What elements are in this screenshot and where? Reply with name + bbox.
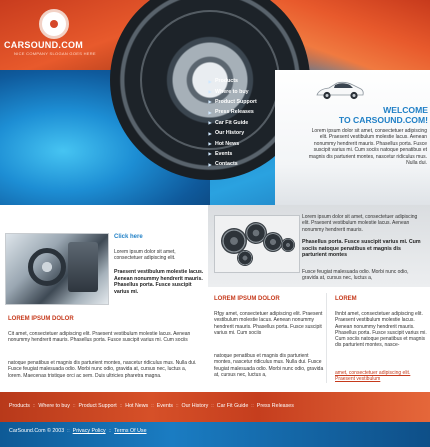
nav-item-where-to-buy[interactable] <box>205 86 275 96</box>
steering-wheel-decoration <box>28 248 66 286</box>
left-section-paragraph-2: natoque penatibus et magnis dis parturient montes, nascetur ridiculus mus. Nulla dui. Fusce feugiat malesuada odio. Morbi nunc odio, gravida at, cursus nec, luctus a, lorem. Maecenas tristique orci ac sem. Duis ultricies pharetra magna. <box>8 360 197 379</box>
double-colon-icon: :: <box>175 403 179 408</box>
feature-intro: Lorem ipsum dolor sit amet, consectetuer adipiscing elit. <box>114 249 176 262</box>
nav-item-label: Our History <box>215 130 245 137</box>
nav-item-label: Hot News <box>215 140 240 147</box>
welcome-title-line1: WELCOME <box>383 105 428 115</box>
double-colon-icon: :: <box>251 403 254 408</box>
logo-icon[interactable] <box>39 9 69 39</box>
triangle-right-icon: ▶ <box>208 161 212 167</box>
nav-item-our-history[interactable] <box>205 128 275 138</box>
right-column <box>208 205 430 390</box>
footer-link-car-fit-guide[interactable]: Car Fit Guide <box>216 403 249 409</box>
nav-item-label: Car Fit Guide <box>215 119 249 126</box>
terms-of-use-link[interactable]: Terms Of Use <box>114 428 147 434</box>
col3-link[interactable]: amet, consectetuer adipiscing elit. Praesent vestibulum <box>335 370 411 383</box>
nav-item-hot-news[interactable] <box>205 138 275 148</box>
triangle-right-icon: ▶ <box>208 78 212 84</box>
product-text-2: Fusce feugiat malesuada odio. Morbi nunc odio, gravida at, cursus nec, luctus a, <box>302 269 409 282</box>
logo-text[interactable]: CARSOUND.COM <box>4 40 84 50</box>
double-colon-icon: :: <box>119 403 123 408</box>
double-colon-icon: :: <box>211 403 214 408</box>
dashboard-image[interactable] <box>5 233 109 305</box>
left-section-heading: LOREM IPSUM DOLOR <box>8 316 74 322</box>
double-colon-icon: :: <box>151 403 154 408</box>
left-section-paragraph: Cit amet, consectetuer adipiscing elit. Praesent vestibulum molestie lacus. Aenean nonummy hendrerit mauris. Phasellus porta. Fusce suscipit varius mi. Cum sociis <box>8 331 191 344</box>
privacy-policy-link[interactable]: Privacy Policy <box>72 428 106 434</box>
footer-link-our-history[interactable]: Our History <box>181 403 209 409</box>
col2-text-2: natoque penatibus et magnis dis parturient montes, nascetur ridiculus mus. Nulla dui. Fusce feugiat malesuada odio. Morbi nunc odio, gravida at, cursus nec, luctus a, <box>214 353 324 378</box>
nav-item-label: Products <box>215 78 238 85</box>
col2-text: Rfgy amet, consectetuer adipiscing elit. Praesent vestibulum molestie lacus. Aenean nonummy hendrerit mauris. Phasellus porta. Fusce suscipit varius mi. Cum sociis <box>214 311 323 336</box>
double-colon-icon: :: <box>72 403 76 408</box>
triangle-right-icon: ▶ <box>208 109 212 115</box>
product-text: Lorem ipsum dolor sit amet, consectetuer adipiscing elit. Praesent vestibulum molestie lacus. Aenean nonummy hendrerit mauris. <box>302 214 418 233</box>
header <box>0 0 430 205</box>
triangle-right-icon: ▶ <box>208 130 212 136</box>
double-colon-icon: :: <box>32 403 36 408</box>
footer-bottom <box>0 422 430 447</box>
nav-item-products[interactable] <box>205 76 275 86</box>
nav-item-car-fit-guide[interactable] <box>205 118 275 128</box>
nav-item-press-releases[interactable] <box>205 107 275 117</box>
footer-link-events[interactable]: Events <box>156 403 173 409</box>
double-colon-icon: :: <box>108 428 112 433</box>
double-colon-icon: :: <box>67 428 70 433</box>
copyright-row <box>9 428 147 434</box>
nav-item-events[interactable] <box>205 149 275 159</box>
triangle-right-icon: ▶ <box>208 151 212 157</box>
footer-links <box>9 403 294 409</box>
speakers-image[interactable] <box>214 215 300 273</box>
speaker-icon <box>281 238 295 252</box>
footer-link-hot-news[interactable]: Hot News <box>125 403 149 409</box>
col2-heading: LOREM IPSUM DOLOR <box>214 296 280 302</box>
car-image <box>315 80 365 102</box>
nav-item-label: Press Releases <box>215 109 254 116</box>
speaker-icon <box>263 232 283 252</box>
welcome-title <box>313 106 428 125</box>
product-bold-text: Phasellus porta. Fusce suscipit varius mi. Cum sociis natoque penatibus et magnis dis parturient montes <box>302 239 421 259</box>
nav-item-label: Events <box>215 150 233 157</box>
nav-item-product-support[interactable] <box>205 97 275 107</box>
console-decoration <box>68 242 98 292</box>
triangle-right-icon: ▶ <box>208 99 212 105</box>
nav-item-contacts[interactable] <box>205 159 275 169</box>
feature-bold-text: Praesent vestibulum molestie lacus. Aenean nonummy hendrerit mauris. Phasellus porta. Fusce suscipit varius mi. <box>114 269 204 295</box>
nav-item-label: Contacts <box>215 161 238 168</box>
footer-link-product-support[interactable]: Product Support <box>78 403 117 409</box>
welcome-text: Lorem ipsum dolor sit amet, consectetuer adipiscing elit. Praesent vestibulum molestie lacus. Aenean nonummy hendrerit mauris. Phasellus porta. Fusce suscipit varius mi. Cum sociis natoque penatibus et magnis dis parturient montes, nascetur ridiculus mus. Nulla dui. <box>308 128 427 167</box>
copyright-text: CarSound.Com © 2003 <box>9 428 65 434</box>
triangle-right-icon: ▶ <box>208 120 212 126</box>
product-panel <box>208 205 430 287</box>
welcome-title-line2: TO CARSOUND.COM! <box>338 114 428 125</box>
column-divider <box>326 293 327 383</box>
footer-link-where-to-buy[interactable]: Where to buy <box>38 403 70 409</box>
nav-item-label: Where to buy <box>215 88 249 95</box>
speaker-icon <box>237 250 253 266</box>
click-here-link[interactable]: Click here <box>114 234 143 240</box>
triangle-right-icon: ▶ <box>208 89 212 95</box>
nav-item-label: Product Support <box>215 98 257 105</box>
footer-link-press-releases[interactable]: Press Releases <box>256 403 294 409</box>
footer-nav <box>0 392 430 422</box>
footer-link-products[interactable]: Products <box>9 403 30 409</box>
left-column <box>0 205 208 390</box>
main-nav <box>205 76 275 170</box>
col3-text: Ihnbt amet, consectetuer adipiscing elit. Praesent vestibulum molestie lacus. Aenean nonummy hendrerit mauris. Phasellus porta. Fusce suscipit varius mi. Cum sociis natoque penatibus et magnis dis parturient montes, nasce- <box>335 311 427 349</box>
slogan: NICE COMPANY SLOGAN GOES HERE <box>14 51 96 56</box>
col3-heading: LOREM <box>335 296 357 302</box>
triangle-right-icon: ▶ <box>208 141 212 147</box>
welcome-panel <box>275 0 430 205</box>
